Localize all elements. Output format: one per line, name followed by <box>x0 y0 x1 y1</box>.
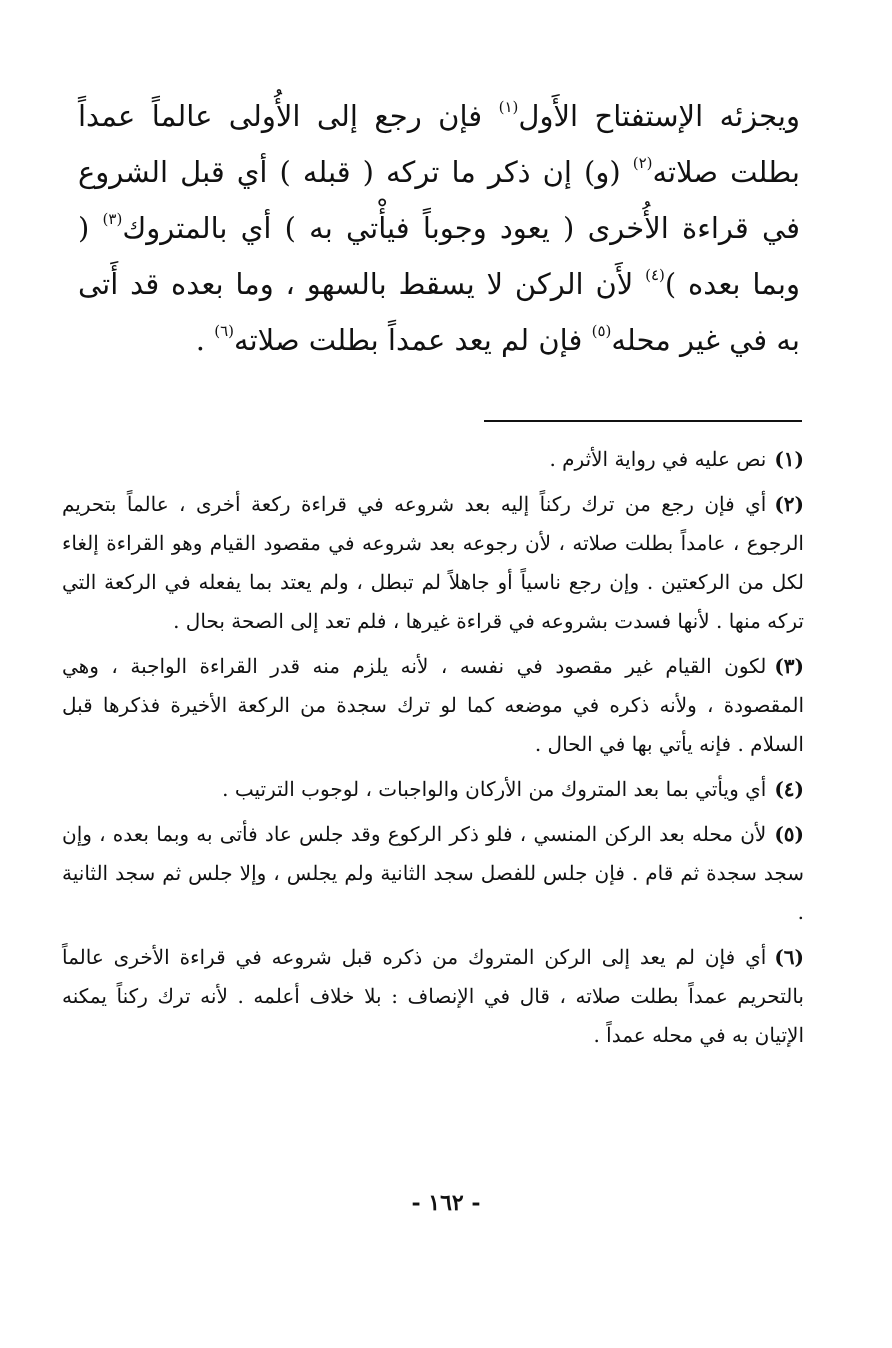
footnote-4 <box>62 770 804 809</box>
footnote-text: أي فإن لم يعد إلى الركن المتروك من ذكره قبل شروعه في قراءة الأخرى عالماً بالتحريم عمداً بطلت صلاته ، قال في الإنصاف : بلا خلاف أعلمه . لأنه ترك ركناً يمكنه الإتيان به في محله عمداً . <box>62 945 804 1047</box>
text-segment: فإن رجع إلى الأُولى عالماً عمداً بطلت صلاته <box>78 99 801 189</box>
footnote-text: أي ويأتي بما بعد المتروك من الأركان والواجبات ، لوجوب الترتيب . <box>222 777 767 801</box>
footnote-ref: (١) <box>498 98 519 116</box>
footnote-2 <box>62 485 804 641</box>
text-segment: ويجزئه الإستفتاح الأَول <box>518 99 800 133</box>
text-segment: . <box>195 323 215 357</box>
text-segment: (و) إن ذكر ما تركه ( قبله ) أي قبل الشروع في قراءة الأُخرى ( يعود وجوباً فيأْتي به ) أي بالمتروك <box>78 155 800 245</box>
footnote-number: (٤) <box>774 777 804 801</box>
footnote-number: (١) <box>774 447 804 471</box>
footnote-number: (٢) <box>774 492 804 516</box>
footnote-ref: (٦) <box>214 322 235 340</box>
footnote-number: (٣) <box>774 654 804 678</box>
text-segment: لأَن الركن لا يسقط بالسهو ، وما بعده قد أَتى به في غير محله <box>78 267 800 357</box>
page-number: - ١٦٢ - <box>411 1190 481 1216</box>
main-text <box>78 88 800 368</box>
footnote-text: نص عليه في رواية الأثرم . <box>549 447 767 471</box>
main-paragraph <box>78 88 800 368</box>
footnote-divider <box>484 420 802 422</box>
footnote-number: (٦) <box>774 945 804 969</box>
footnote-5 <box>62 815 804 932</box>
footnote-ref: (٣) <box>102 210 123 228</box>
text-segment: ( وبما بعده ) <box>78 211 801 301</box>
footnote-text: لأن محله بعد الركن المنسي ، فلو ذكر الركوع وقد جلس عاد فأتى به وبما بعده ، وإن سجد سجدة ثم قام . فإن جلس للفصل سجد الثانية ولم يجلس ، وإلا جلس ثم سجد الثانية . <box>62 822 804 924</box>
footnote-6 <box>62 938 804 1055</box>
footnote-text: لكون القيام غير مقصود في نفسه ، لأنه يلزم منه قدر القراءة الواجبة ، وهي المقصودة ، ولأنه ذكره في موضعه كما لو ترك سجدة من الركعة الأخيرة فذكرها قبل السلام . فإنه يأتي بها في الحال . <box>62 654 804 756</box>
footnote-1 <box>62 440 804 479</box>
footnote-ref: (٥) <box>591 322 612 340</box>
footnote-3 <box>62 647 804 764</box>
text-segment: فإن لم يعد عمداً بطلت صلاته <box>234 323 592 357</box>
footnote-ref: (٢) <box>632 154 653 172</box>
footnote-text: أي فإن رجع من ترك ركناً إليه بعد شروعه في قراءة ركعة أخرى ، عالماً بتحريم الرجوع ، عامداً بطلت صلاته ، لأن رجوعه بعد شروعه في مقصود القيام وهو القراءة إلغاء لكل من الركعتين . وإن رجع ناسياً أو جاهلاً لم تبطل ، ولم يعتد بما يفعله في الركعة التي تركه منها . لأنها فسدت بشروعه في قراءة غيرها ، فلم تعد إلى الصحة بحال . <box>62 492 804 633</box>
footnotes <box>62 440 804 1061</box>
footnote-number: (٥) <box>774 822 804 846</box>
footnote-ref: (٤) <box>645 266 665 284</box>
